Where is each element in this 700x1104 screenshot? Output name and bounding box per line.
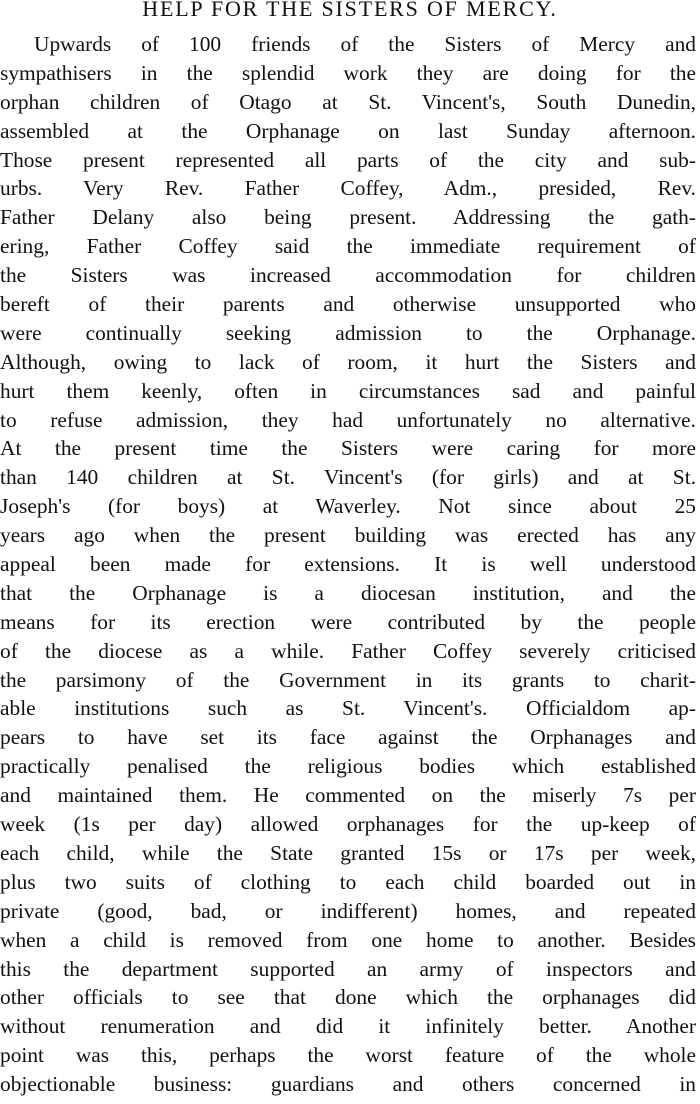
article-line: when a child is removed from one home to another. Besides (0, 927, 696, 952)
article-line: other officials to see that done which the orphanages did (0, 985, 696, 1010)
article-line: without renumeration and did it infinitely better. Another (0, 1014, 696, 1039)
article-line: Joseph's (for boys) at Waverley. Not since about 25 (0, 494, 696, 519)
article-headline: HELP FOR THE SISTERS OF MERCY. (142, 0, 558, 21)
article-line: objectionable business: guardians and others concerned in (0, 1072, 696, 1097)
article-line: years ago when the present building was erected has any (0, 523, 696, 548)
article-body (0, 30, 700, 1099)
article-line: orphan children of Otago at St. Vincent's, South Dunedin, (0, 89, 696, 114)
article-line: Upwards of 100 friends of the Sisters of Mercy and (34, 32, 696, 56)
article-line: of the diocese as a while. Father Coffey severely criticised (0, 638, 696, 663)
article-line: the parsimony of the Government in its grants to charit- (0, 667, 696, 692)
article-line: Father Delany also being present. Addressing the gath- (0, 205, 696, 230)
article-line: than 140 children at St. Vincent's (for girls) and at St. (0, 465, 696, 490)
article-line: bereft of their parents and otherwise unsupported who (0, 292, 696, 317)
article-line: practically penalised the religious bodies which established (0, 754, 696, 779)
article-line: able institutions such as St. Vincent's. Officialdom ap- (0, 696, 696, 721)
article-line: Those present represented all parts of the city and sub- (0, 147, 696, 172)
article-line: were continually seeking admission to the Orphanage. (0, 320, 696, 345)
article-line: ering, Father Coffey said the immediate requirement of (0, 234, 696, 259)
article-line: and maintained them. He commented on the miserly 7s per (0, 783, 696, 808)
article-line: plus two suits of clothing to each child boarded out in (0, 869, 696, 894)
article-line: this the department supported an army of inspectors and (0, 956, 696, 981)
article-line: urbs. Very Rev. Father Coffey, Adm., presided, Rev. (0, 176, 696, 201)
article-line: point was this, perhaps the worst feature of the whole (0, 1043, 696, 1068)
article-line: sympathisers in the splendid work they are doing for the (0, 60, 696, 85)
article-line: to refuse admission, they had unfortunately no alternative. (0, 407, 696, 432)
article-line: means for its erection were contributed by the people (0, 609, 696, 634)
article-line: the Sisters was increased accommodation for children (0, 263, 696, 288)
article-line: pears to have set its face against the Orphanages and (0, 725, 696, 750)
article-line: week (1s per day) allowed orphanages for the up-keep of (0, 812, 696, 837)
article-line: private (good, bad, or indifferent) homes, and repeated (0, 898, 696, 923)
article-line: At the present time the Sisters were caring for more (0, 436, 696, 461)
article-line: each child, while the State granted 15s or 17s per week, (0, 840, 696, 865)
article-line: that the Orphanage is a diocesan institution, and the (0, 580, 696, 605)
article-line: Although, owing to lack of room, it hurt the Sisters and (0, 349, 696, 374)
article-line: appeal been made for extensions. It is well understood (0, 552, 696, 577)
article-line: assembled at the Orphanage on last Sunday afternoon. (0, 118, 696, 143)
article-line: hurt them keenly, often in circumstances sad and painful (0, 378, 696, 403)
